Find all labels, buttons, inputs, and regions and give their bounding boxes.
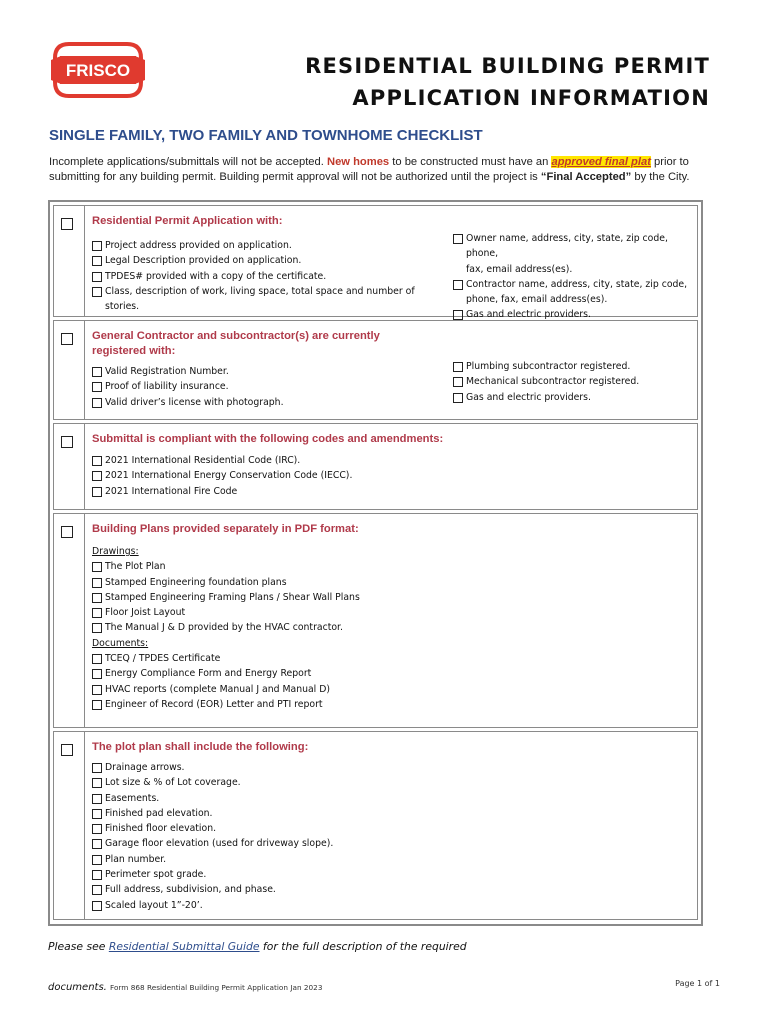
checklist-item[interactable]: Floor Joist Layout	[92, 605, 360, 620]
title-line-1: RESIDENTIAL BUILDING PERMIT	[305, 54, 710, 78]
checklist-item[interactable]: Legal Description provided on application.	[92, 253, 415, 268]
section-heading-line-2: registered with:	[92, 345, 176, 357]
section-left-list	[92, 544, 360, 712]
checklist-frame	[48, 200, 703, 926]
intro-paragraph	[49, 155, 729, 185]
footer-line	[48, 982, 322, 993]
section-heading: Residential Permit Application with:	[92, 215, 283, 227]
note-text-2: for the full description of the required	[259, 940, 467, 953]
checklist-subtitle: SINGLE FAMILY, TWO FAMILY AND TOWNHOME CHECKLIST	[49, 127, 483, 144]
note-text-3: documents.	[48, 982, 107, 993]
section-heading: The plot plan shall include the following:	[92, 741, 309, 753]
checklist-item[interactable]: Proof of liability insurance.	[92, 379, 284, 394]
section-checkbox[interactable]	[61, 218, 73, 230]
checklist-item[interactable]: Valid driver’s license with photograph.	[92, 395, 284, 410]
section-building-plans	[53, 513, 698, 728]
checklist-item[interactable]: Gas and electric providers.	[453, 390, 639, 405]
checklist-item-continued: stories.	[105, 301, 140, 313]
checklist-item-continued: phone, fax, email address(es).	[466, 294, 608, 306]
section-heading: Building Plans provided separately in PDF format:	[92, 523, 359, 535]
approved-final-plat-text: approved final plat	[551, 156, 651, 168]
section-contractor-registration	[53, 320, 698, 420]
title-line-2: APPLICATION INFORMATION	[352, 86, 710, 110]
checklist-item[interactable]: Garage floor elevation (used for driveway slope).	[92, 836, 333, 851]
checklist-item[interactable]: Engineer of Record (EOR) Letter and PTI report	[92, 697, 360, 712]
section-right-list	[453, 231, 697, 323]
section-left-list	[92, 760, 333, 913]
note-text-1: Please see	[48, 940, 109, 953]
residential-submittal-guide-link[interactable]: Residential Submittal Guide	[108, 940, 260, 953]
checklist-item[interactable]: Class, description of work, living space, total space and number of	[92, 284, 415, 299]
section-heading	[92, 329, 380, 359]
checklist-item[interactable]: The Manual J & D provided by the HVAC contractor.	[92, 620, 360, 635]
intro-text-2: to be constructed must have an	[389, 156, 552, 168]
checklist-item[interactable]: Finished pad elevation.	[92, 806, 333, 821]
checklist-item[interactable]: TPDES# provided with a copy of the certificate.	[92, 269, 415, 284]
checklist-item[interactable]: Stamped Engineering foundation plans	[92, 575, 360, 590]
section-codes-compliance	[53, 423, 698, 510]
section-left-list	[92, 364, 284, 410]
checklist-item[interactable]: 2021 International Fire Code	[92, 484, 352, 499]
checklist-item[interactable]: Project address provided on application.	[92, 238, 415, 253]
section-plot-plan	[53, 731, 698, 920]
checklist-item[interactable]: Contractor name, address, city, state, zip code,	[453, 277, 697, 292]
checklist-item[interactable]: Full address, subdivision, and phase.	[92, 882, 333, 897]
page-title	[305, 50, 710, 114]
frisco-logo	[49, 38, 147, 102]
checklist-item[interactable]: Perimeter spot grade.	[92, 867, 333, 882]
checklist-item[interactable]: Mechanical subcontractor registered.	[453, 374, 639, 389]
section-checkbox[interactable]	[61, 744, 73, 756]
checklist-item[interactable]: TCEQ / TPDES Certificate	[92, 651, 360, 666]
checklist-item[interactable]: Easements.	[92, 791, 333, 806]
form-number: Form 868 Residential Building Permit Application Jan 2023	[110, 983, 323, 992]
new-homes-text: New homes	[326, 156, 390, 168]
intro-text-3: prior to submitting for any building permit. Building permit approval will not be authorized until the project is	[49, 156, 689, 183]
drawings-label: Drawings:	[92, 546, 139, 557]
section-checkbox-cell	[54, 206, 85, 316]
checklist-item[interactable]: Plan number.	[92, 852, 333, 867]
checklist-item[interactable]: 2021 International Energy Conservation Code (IECC).	[92, 468, 352, 483]
section-checkbox-cell	[54, 732, 85, 919]
section-checkbox[interactable]	[61, 526, 73, 538]
checklist-item[interactable]: HVAC reports (complete Manual J and Manual D)	[92, 682, 360, 697]
submittal-guide-note	[48, 940, 467, 953]
checklist-item[interactable]: The Plot Plan	[92, 559, 360, 574]
checklist-item[interactable]: Valid Registration Number.	[92, 364, 284, 379]
section-checkbox[interactable]	[61, 333, 73, 345]
section-heading: Submittal is compliant with the following codes and amendments:	[92, 433, 444, 445]
page-number: Page 1 of 1	[675, 979, 720, 988]
intro-text-1: Incomplete applications/submittals will not be accepted.	[49, 156, 327, 168]
section-checkbox-cell	[54, 321, 85, 419]
checklist-item[interactable]: Energy Compliance Form and Energy Report	[92, 666, 360, 681]
checklist-item[interactable]: 2021 International Residential Code (IRC).	[92, 453, 352, 468]
section-right-list	[453, 359, 639, 405]
checklist-item[interactable]: Plumbing subcontractor registered.	[453, 359, 639, 374]
checklist-item[interactable]: Scaled layout 1”-20’.	[92, 898, 333, 913]
checklist-item[interactable]: Finished floor elevation.	[92, 821, 333, 836]
section-heading-line-1: General Contractor and subcontractor(s) are currently	[92, 330, 380, 342]
checklist-item-continued: fax, email address(es).	[466, 263, 573, 275]
checklist-item[interactable]: Stamped Engineering Framing Plans / Shear Wall Plans	[92, 590, 360, 605]
checklist-item[interactable]: Lot size & % of Lot coverage.	[92, 775, 333, 790]
documents-label: Documents:	[92, 637, 149, 649]
section-checkbox-cell	[54, 424, 85, 509]
section-checkbox[interactable]	[61, 436, 73, 448]
svg-text:FRISCO: FRISCO	[65, 61, 131, 80]
intro-text-4: by the City.	[631, 171, 690, 183]
section-permit-application	[53, 205, 698, 321]
checklist-item[interactable]: Owner name, address, city, state, zip code, phone,	[453, 231, 697, 262]
section-checkbox-cell	[54, 514, 85, 727]
section-left-list	[92, 238, 415, 314]
final-accepted-text: “Final Accepted”	[540, 171, 632, 183]
checklist-item[interactable]: Drainage arrows.	[92, 760, 333, 775]
checklist-item[interactable]: Gas and electric providers.	[453, 307, 697, 322]
section-left-list	[92, 453, 352, 499]
